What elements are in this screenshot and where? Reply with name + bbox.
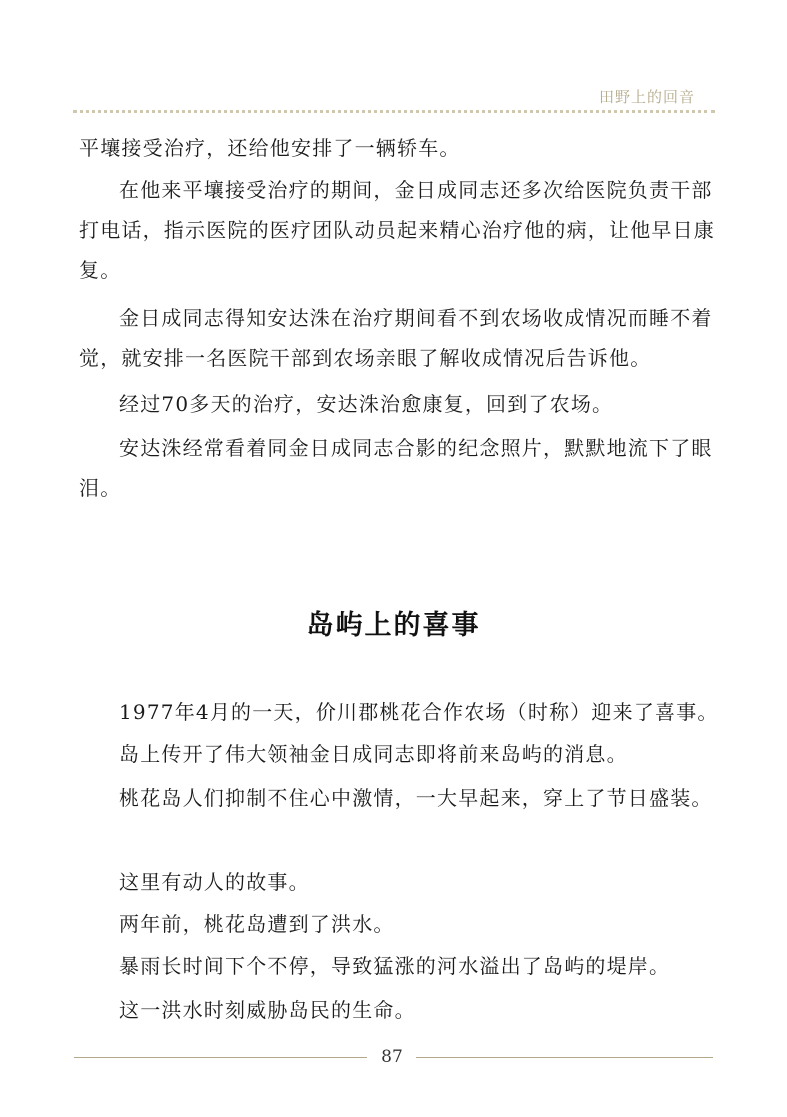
paragraph: 在他来平壤接受治疗的期间，金日成同志还多次给医院负责干部打电话，指示医院的医疗团队动员起来精心治疗他的病，让他早日康复。 (79, 178, 715, 282)
paragraph: 暴雨长时间下个不停，导致猛涨的河水溢出了岛屿的堤岸。 (119, 954, 671, 978)
running-header: 田野上的回音 (598, 88, 695, 106)
paragraph: 安达洙经常看着同金日成同志合影的纪念照片，默默地流下了眼泪。 (79, 436, 713, 500)
section-title: 岛屿上的喜事 (306, 610, 481, 641)
paragraph: 这一洪水时刻威胁岛民的生命。 (119, 998, 416, 1022)
paragraph: 金日成同志得知安达洙在治疗期间看不到农场收成情况而睡不着觉，就安排一名医院干部到农场亲眼了解收成情况后告诉他。 (79, 306, 713, 370)
paragraph: 经过70多天的治疗，安达洙治愈康复，回到了农场。 (119, 392, 614, 416)
paragraph-continuation: 平壤接受治疗，还给他安排了一辆轿车。 (79, 136, 461, 160)
footer-divider-left (74, 1057, 367, 1058)
paragraph: 1977年4月的一天，价川郡桃花合作农场（时称）迎来了喜事。 (119, 700, 719, 724)
header-divider (73, 110, 715, 113)
paragraph: 两年前，桃花岛遭到了洪水。 (119, 912, 395, 936)
paragraph: 这里有动人的故事。 (119, 870, 310, 894)
footer-divider-right (416, 1057, 713, 1058)
paragraph: 岛上传开了伟大领袖金日成同志即将前来岛屿的消息。 (119, 742, 628, 766)
paragraph: 桃花岛人们抑制不住心中激情，一大早起来，穿上了节日盛装。 (119, 786, 713, 810)
page-number: 87 (381, 1047, 403, 1067)
